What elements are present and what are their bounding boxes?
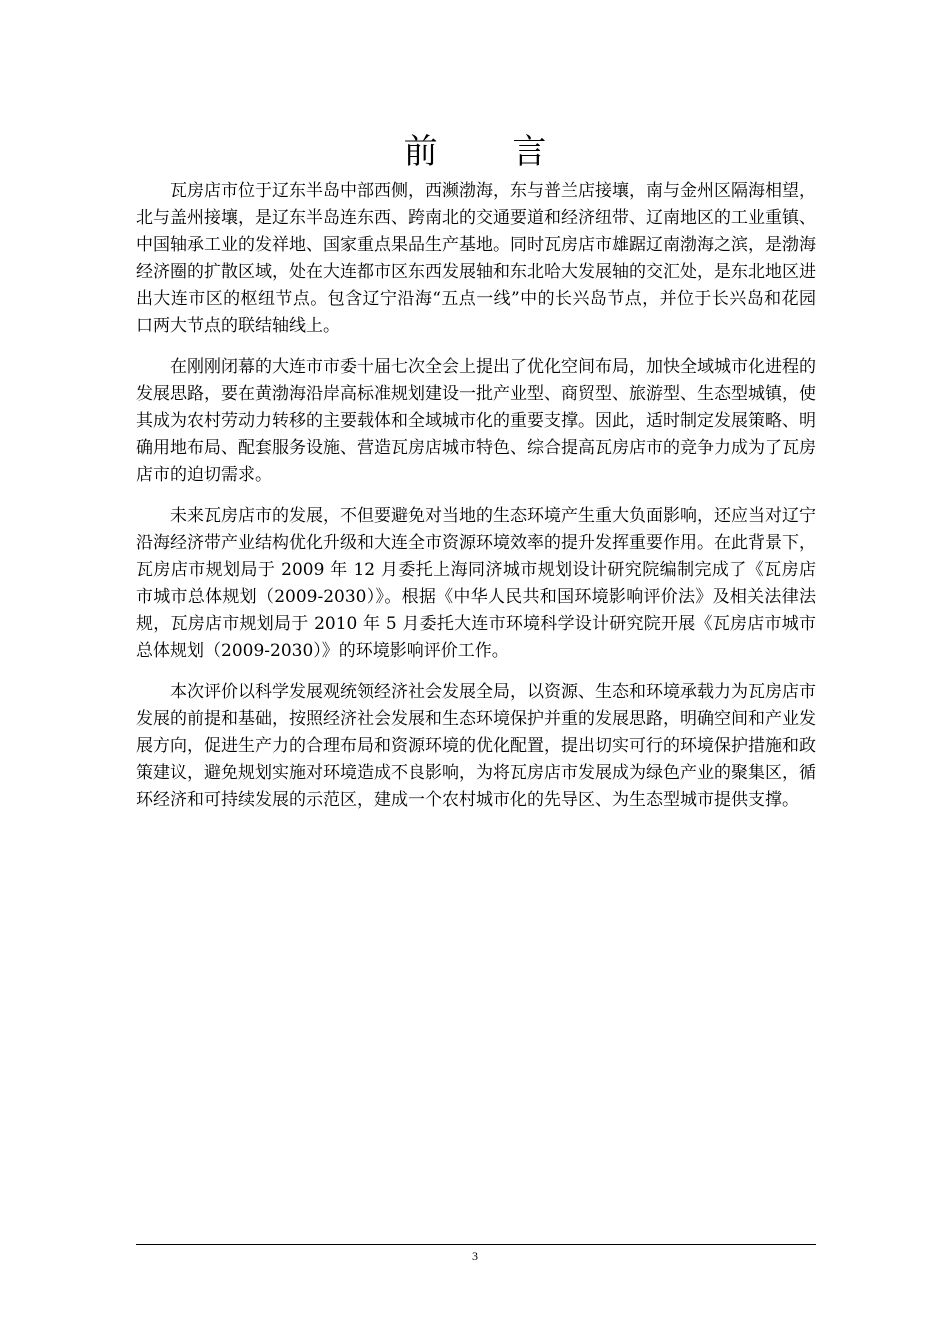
- body-text: [136, 178, 816, 828]
- page-title: 前 言: [403, 132, 579, 172]
- paragraph-2: 在刚刚闭幕的大连市市委十届七次全会上提出了优化空间布局，加快全域城市化进程的发展思路，要在黄渤海沿岸高标准规划建设一批产业型、商贸型、旅游型、生态型城镇，使其成为农村劳动力转移的主要载体和全域城市化的重要支撑。因此，适时制定发展策略、明确用地布局、配套服务设施、营造瓦房店城市特色、综合提高瓦房店市的竞争力成为了瓦房店市的迫切需求。: [136, 357, 816, 485]
- paragraph-1: 瓦房店市位于辽东半岛中部西侧，西濒渤海，东与普兰店接壤，南与金州区隔海相望，北与盖州接壤，是辽东半岛连东西、跨南北的交通要道和经济纽带、辽南地区的工业重镇、中国轴承工业的发祥地、国家重点果品生产基地。同时瓦房店市雄踞辽南渤海之滨，是渤海经济圈的扩散区域，处在大连都市区东西发展轴和东北哈大发展轴的交汇处，是东北地区进出大连市区的枢纽节点。包含辽宁沿海“五点一线”中的长兴岛节点，并位于长兴岛和花园口两大节点的联结轴线上。: [136, 181, 816, 336]
- paragraph-4: 本次评价以科学发展观统领经济社会发展全局，以资源、生态和环境承载力为瓦房店市发展的前提和基础，按照经济社会发展和生态环境保护并重的发展思路，明确空间和产业发展方向，促进生产力的合理布局和资源环境的优化配置，提出切实可行的环境保护措施和政策建议，避免规划实施对环境造成不良影响，为将瓦房店市发展成为绿色产业的聚集区，循环经济和可持续发展的示范区，建成一个农村城市化的先导区、为生态型城市提供支撑。: [136, 682, 816, 810]
- footer-divider: [136, 1244, 816, 1245]
- page-number: 3: [472, 1249, 478, 1263]
- paragraph-3: 未来瓦房店市的发展，不但要避免对当地的生态环境产生重大负面影响，还应当对辽宁沿海经济带产业结构优化升级和大连全市资源环境效率的提升发挥重要作用。在此背景下，瓦房店市规划局于 2009 年 12 月委托上海同济城市规划设计研究院编制完成了《瓦房店市城市总体规划（2009-2030）》。根据《中华人民共和国环境影响评价法》及相关法律法规，瓦房店市规划局于 2010 年 5 月委托大连市环境科学设计研究院开展《瓦房店市城市总体规划（2009-2030）》的环境影响评价工作。: [136, 506, 816, 661]
